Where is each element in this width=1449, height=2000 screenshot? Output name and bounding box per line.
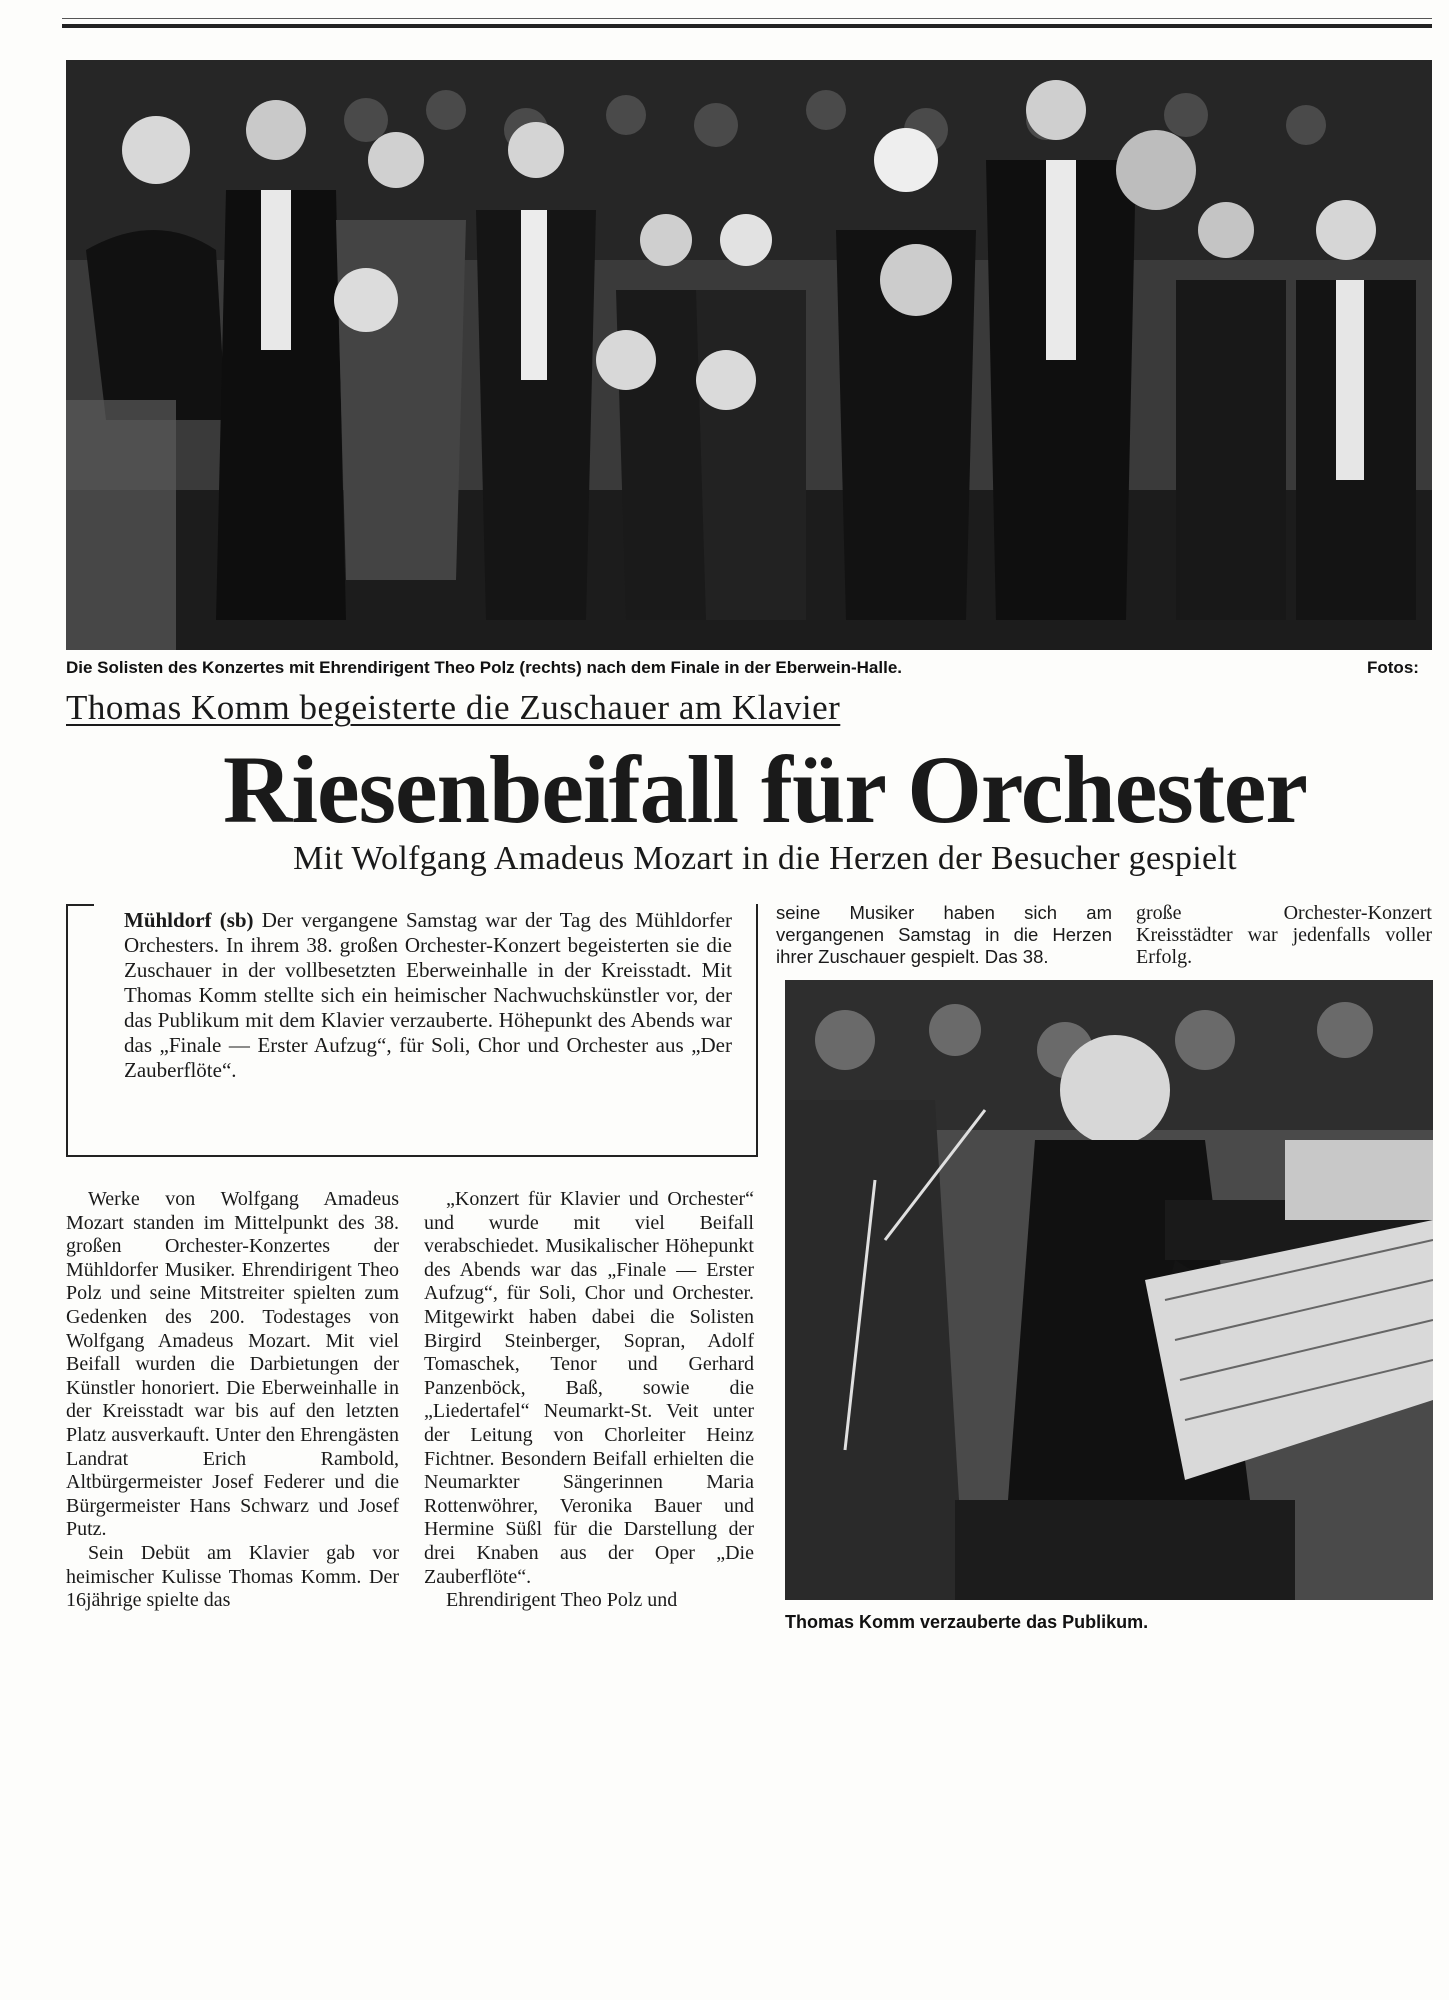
soloists-photo-caption: Die Solisten des Konzertes mit Ehrendirigent Theo Polz (rechts) nach dem Finale in der Eberwein-Halle. xyxy=(66,658,903,677)
lead-box xyxy=(66,904,758,1157)
lead-text: Der vergangene Samstag war der Tag des Mühldorfer Orchesters. In ihrem 38. großen Orchester-Konzert begeisterten sie die Zuschauer in der vollbesetzten Eberweinhalle in der Kreisstadt. Mit Thomas Komm stellte sich ein heimischer Nachwuchskünstler vor, der das Publikum mit dem Klavier verzauberte. Höhepunkt des Abends war das „Finale — Erster Aufzug“, für Soli, Chor und Orchester aus „Der Zauberflöte“. xyxy=(124,908,733,1082)
body-paragraph: Sein Debüt am Klavier gab vor heimischer Kulisse Thomas Komm. Der 16jährige spielte das xyxy=(66,1541,399,1612)
pianist-photo xyxy=(785,980,1433,1600)
soloists-photo xyxy=(66,60,1432,650)
dateline: Mühldorf (sb) xyxy=(124,908,254,932)
pianist-photo-caption: Thomas Komm verzauberte das Publikum. xyxy=(785,1612,1149,1632)
headline: Riesenbeifall für Orchester xyxy=(223,736,1307,843)
body-paragraph: Werke von Wolfgang Amadeus Mozart standen im Mittelpunkt des 38. großen Orchester-Konzertes der Mühldorfer Musiker. Ehrendirigent Theo Polz und seine Mitstreiter spielten zum Gedenken des 200. Todestages von Wolfgang Amadeus Mozart. Mit viel Beifall wurden die Darbietungen der Künstler honoriert. Die Eberweinhalle in der Kreisstadt war bis auf den letzten Platz ausverkauft. Unter den Ehrengästen Landrat Erich Rambold, Altbürgermeister Josef Federer und die Bürgermeister Hans Schwarz und Josef Putz. xyxy=(66,1188,399,1541)
top-rule-thin xyxy=(62,18,1432,19)
body-paragraph: Ehrendirigent Theo Polz und xyxy=(446,1589,678,1612)
body-column-1 xyxy=(66,1188,399,1613)
body-paragraph: „Konzert für Klavier und Orchester“ und wurde mit viel Beifall verabschiedet. Musikalischer Höhepunkt des Abends war das „Finale — Erster Aufzug“, für Soli, Chor und Orchester. Mitgewirkt haben dabei die Solisten Birgird Steinberger, Sopran, Adolf Tomaschek, Tenor und Gerhard Panzenböck, Baß, sowie die „Liedertafel“ Neumarkt-St. Veit unter der Leitung von Chorleiter Heinz Fichtner. Besondern Beifall erhielten die Neumarkter Sängerinnen Maria Rottenwöhrer, Veronika Bauer und Hermine Süßl für die Darstellung der drei Knaben aus der Oper „Die Zauberflöte“. xyxy=(424,1188,754,1588)
lead-paragraph xyxy=(124,908,732,1083)
kicker: Thomas Komm begeisterte die Zuschauer am Klavier xyxy=(66,688,841,727)
photo-credit: Fotos: xyxy=(1367,658,1419,677)
body-column-3: seine Musiker haben sich am vergangenen Samstag in die Herzen ihrer Zuschauer gespielt. Das 38. xyxy=(776,902,1112,967)
body-column-4: große Orchester-Konzert Kreisstädter war jedenfalls voller Erfolg. xyxy=(1136,902,1432,968)
subheadline: Mit Wolfgang Amadeus Mozart in die Herzen der Besucher gespielt xyxy=(293,840,1237,877)
body-column-2 xyxy=(424,1188,754,1613)
top-rule xyxy=(62,24,1432,28)
